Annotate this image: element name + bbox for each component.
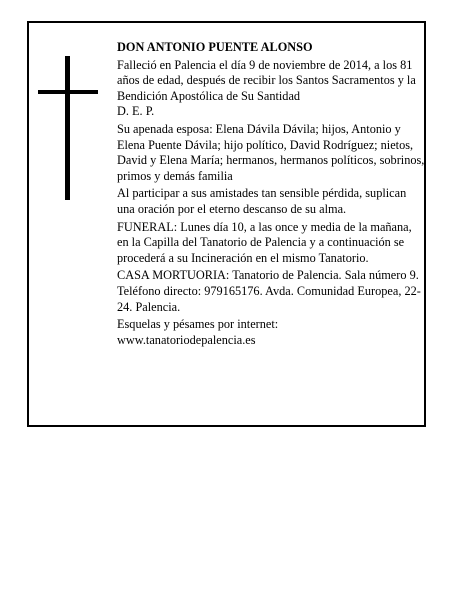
prayer-request: Al participar a sus amistades tan sensible pérdida, suplican una oración por el eterno descanso de su alma. bbox=[117, 186, 407, 216]
cross-icon bbox=[38, 56, 98, 200]
casa-mortuoria: CASA MORTUORIA: Tanatorio de Palencia. Sala número 9. Teléfono directo: 979165176. Avda. Comunidad Europea, 22-24. Palencia. bbox=[117, 268, 421, 314]
cross-horizontal-bar bbox=[38, 90, 98, 94]
obituary-notice bbox=[27, 21, 426, 427]
death-announcement: Falleció en Palencia el día 9 de noviembre de 2014, a los 81 años de edad, después de recibir los Santos Sacramentos y la Bendición Apostólica de Su Santidad bbox=[117, 57, 416, 103]
rip-line: D. E. P. bbox=[117, 104, 155, 119]
notice-text bbox=[117, 40, 425, 348]
family-list: Su apenada esposa: Elena Dávila Dávila; hijos, Antonio y Elena Puente Dávila; hijo político, David Rodríguez; nietos, David y Elena María; hermanos, hermanos políticos, sobrinos, primos y demás familia bbox=[117, 121, 425, 183]
condolences-label: Esquelas y pésames por internet: bbox=[117, 317, 279, 332]
deceased-name: DON ANTONIO PUENTE ALONSO bbox=[117, 40, 313, 54]
website-text: www.tanatoriodepalencia.es bbox=[117, 332, 256, 347]
funeral-details: FUNERAL: Lunes día 10, a las once y media de la mañana, en la Capilla del Tanatorio de Palencia y a continuación se procederá a su Incineración en el mismo Tanatorio. bbox=[117, 219, 412, 265]
cross-vertical-bar bbox=[65, 56, 70, 200]
